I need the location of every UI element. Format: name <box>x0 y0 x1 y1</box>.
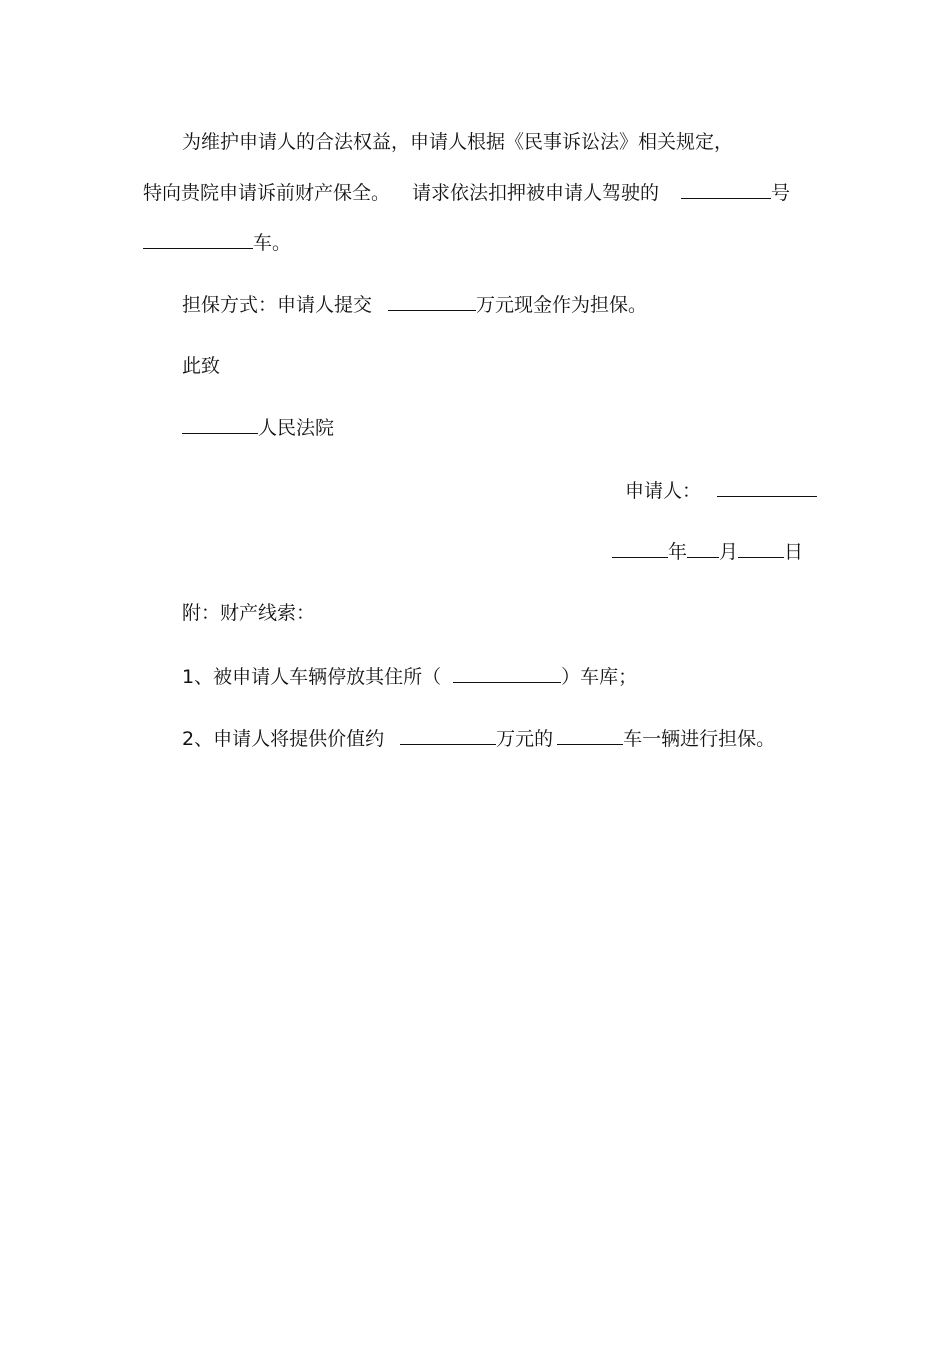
salutation <box>182 354 220 378</box>
year-label: 年 <box>668 541 688 563</box>
attachment-item-2 <box>182 726 775 750</box>
salutation-text: 此致 <box>182 355 221 377</box>
guarantee-text: 万元现金作为担保。 <box>476 294 648 316</box>
paragraph-line-2 <box>143 180 790 204</box>
attachment-item-1 <box>182 664 637 688</box>
month-label: 月 <box>719 541 739 563</box>
paragraph-line-3 <box>143 230 291 254</box>
day-blank <box>738 539 784 558</box>
paragraph-text: 车。 <box>253 232 292 254</box>
paragraph-line-1 <box>182 130 733 154</box>
plate-number-blank <box>681 180 771 199</box>
guarantee-line <box>182 292 647 316</box>
applicant-name-blank <box>717 478 817 497</box>
amount-blank <box>388 292 476 311</box>
residence-blank <box>453 664 561 683</box>
applicant-signature <box>625 478 817 502</box>
attachment-title <box>182 601 315 625</box>
paragraph-text: 为维护申请人的合法权益，申请人根据《民事诉讼法》相关规定， <box>182 131 734 153</box>
year-blank <box>612 539 668 558</box>
vehicle-type-blank <box>557 726 623 745</box>
attachment-item-text: 2、申请人将提供价值约 <box>182 728 385 750</box>
attachment-item-text: 车一辆进行担保。 <box>623 728 776 750</box>
applicant-label: 申请人： <box>625 480 702 502</box>
attachment-item-text: ）车库； <box>561 666 638 688</box>
attachment-item-text: 1、被申请人车辆停放其住所（ <box>182 666 442 688</box>
month-blank <box>687 539 719 558</box>
court-line <box>182 415 334 439</box>
vehicle-blank <box>143 230 253 249</box>
guarantee-text: 担保方式：申请人提交 <box>182 294 373 316</box>
paragraph-text: 请求依法扣押被申请人驾驶的 <box>412 182 660 204</box>
paragraph-text: 特向贵院申请诉前财产保全。 <box>143 182 391 204</box>
date-line <box>612 539 803 563</box>
attachment-item-text: 万元的 <box>496 728 554 750</box>
day-label: 日 <box>784 541 804 563</box>
paragraph-text: 号 <box>771 182 791 204</box>
value-blank <box>400 726 496 745</box>
court-name-blank <box>182 415 258 434</box>
court-text: 人民法院 <box>258 417 335 439</box>
attachment-title-text: 附：财产线索： <box>182 602 316 624</box>
